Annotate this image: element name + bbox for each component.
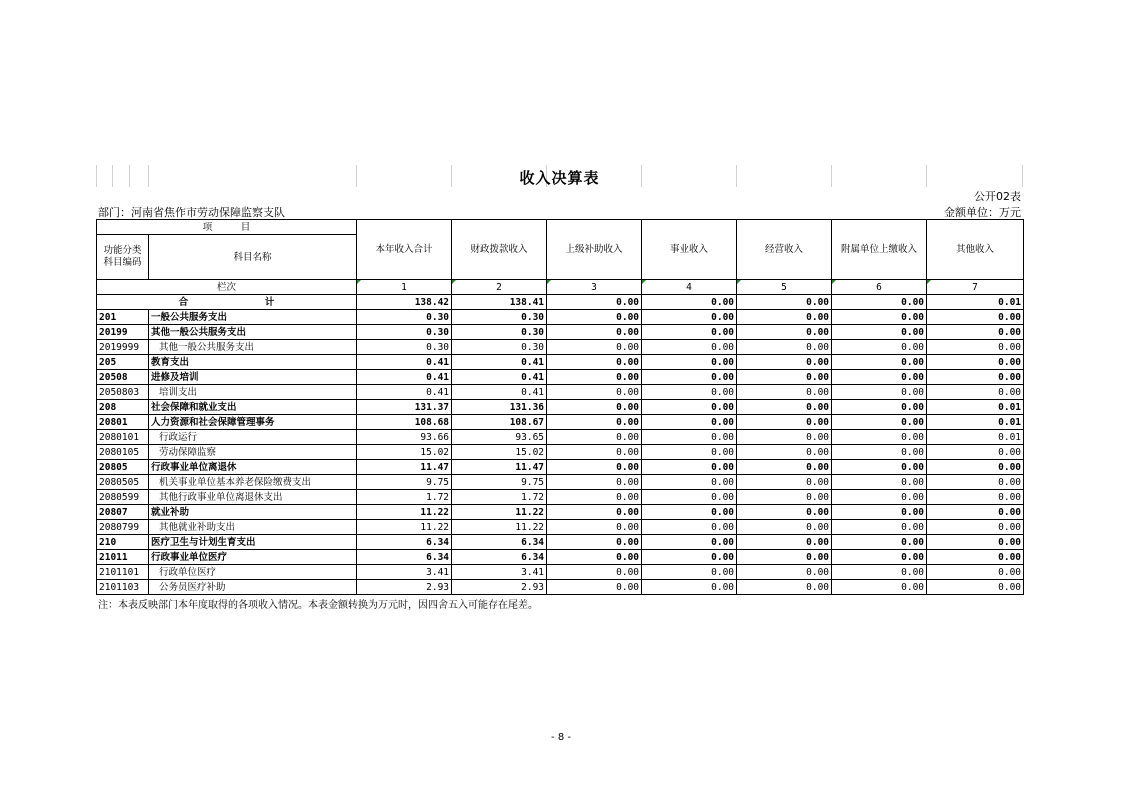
row-value-6: 0.00 bbox=[832, 445, 927, 460]
table-row bbox=[97, 565, 1024, 580]
row-value-5: 0.00 bbox=[737, 580, 832, 595]
table-row bbox=[97, 475, 1024, 490]
row-value-4: 0.00 bbox=[642, 355, 737, 370]
row-code: 20199 bbox=[97, 325, 149, 340]
row-value-7: 0.00 bbox=[927, 475, 1024, 490]
row-value-6: 0.00 bbox=[832, 370, 927, 385]
table-row bbox=[97, 460, 1024, 475]
row-value-2: 0.30 bbox=[452, 325, 547, 340]
row-code: 20508 bbox=[97, 370, 149, 385]
row-value-6: 0.00 bbox=[832, 550, 927, 565]
row-value-4: 0.00 bbox=[642, 385, 737, 400]
col-num-3: 3 bbox=[547, 280, 642, 295]
row-value-1: 93.66 bbox=[357, 430, 452, 445]
row-value-2: 15.02 bbox=[452, 445, 547, 460]
row-value-4: 0.00 bbox=[642, 400, 737, 415]
row-value-3: 0.00 bbox=[547, 535, 642, 550]
row-value-3: 0.00 bbox=[547, 430, 642, 445]
row-code: 20801 bbox=[97, 415, 149, 430]
row-subject-name: 行政单位医疗 bbox=[149, 565, 357, 580]
row-value-7: 0.01 bbox=[927, 415, 1024, 430]
col-header-3: 上级补助收入 bbox=[547, 220, 642, 280]
row-value-3: 0.00 bbox=[547, 520, 642, 535]
col-num-5: 5 bbox=[737, 280, 832, 295]
row-value-5: 0.00 bbox=[737, 475, 832, 490]
item-header: 项 目 bbox=[97, 220, 357, 235]
row-value-5: 0.00 bbox=[737, 430, 832, 445]
col-header-6: 附属单位上缴收入 bbox=[832, 220, 927, 280]
row-value-6: 0.00 bbox=[832, 490, 927, 505]
total-row bbox=[97, 295, 1024, 310]
row-value-1: 11.22 bbox=[357, 505, 452, 520]
row-value-2: 0.30 bbox=[452, 340, 547, 355]
row-subject-name: 机关事业单位基本养老保险缴费支出 bbox=[149, 475, 357, 490]
row-value-1: 11.22 bbox=[357, 520, 452, 535]
row-code: 2080599 bbox=[97, 490, 149, 505]
row-value-3: 0.00 bbox=[547, 400, 642, 415]
row-subject-name: 就业补助 bbox=[149, 505, 357, 520]
row-code: 2080505 bbox=[97, 475, 149, 490]
row-code: 21011 bbox=[97, 550, 149, 565]
row-value-5: 0.00 bbox=[737, 415, 832, 430]
form-number-row bbox=[96, 187, 1023, 203]
header-row-item bbox=[97, 220, 1024, 235]
row-value-1: 0.30 bbox=[357, 310, 452, 325]
row-value-4: 0.00 bbox=[642, 430, 737, 445]
form-number: 公开02表 bbox=[974, 190, 1021, 203]
row-code: 2080799 bbox=[97, 520, 149, 535]
row-value-3: 0.00 bbox=[547, 505, 642, 520]
title-row bbox=[96, 165, 1023, 187]
income-statement-sheet bbox=[96, 165, 1023, 611]
row-value-2: 2.93 bbox=[452, 580, 547, 595]
row-value-3: 0.00 bbox=[547, 565, 642, 580]
row-value-5: 0.00 bbox=[737, 520, 832, 535]
table-row bbox=[97, 520, 1024, 535]
row-value-3: 0.00 bbox=[547, 340, 642, 355]
total-value-1: 138.42 bbox=[357, 295, 452, 310]
row-code: 210 bbox=[97, 535, 149, 550]
row-value-5: 0.00 bbox=[737, 460, 832, 475]
row-value-3: 0.00 bbox=[547, 415, 642, 430]
table-row bbox=[97, 580, 1024, 595]
row-value-7: 0.00 bbox=[927, 490, 1024, 505]
row-value-4: 0.00 bbox=[642, 565, 737, 580]
row-value-1: 0.41 bbox=[357, 385, 452, 400]
col-header-7: 其他收入 bbox=[927, 220, 1024, 280]
row-value-2: 0.41 bbox=[452, 370, 547, 385]
table-row bbox=[97, 430, 1024, 445]
row-value-5: 0.00 bbox=[737, 385, 832, 400]
row-value-4: 0.00 bbox=[642, 490, 737, 505]
table-row bbox=[97, 490, 1024, 505]
row-subject-name: 教育支出 bbox=[149, 355, 357, 370]
row-value-2: 11.47 bbox=[452, 460, 547, 475]
row-value-6: 0.00 bbox=[832, 580, 927, 595]
row-value-5: 0.00 bbox=[737, 325, 832, 340]
row-subject-name: 医疗卫生与计划生育支出 bbox=[149, 535, 357, 550]
row-value-2: 108.67 bbox=[452, 415, 547, 430]
row-value-3: 0.00 bbox=[547, 550, 642, 565]
row-value-6: 0.00 bbox=[832, 520, 927, 535]
row-value-1: 0.30 bbox=[357, 325, 452, 340]
row-value-1: 1.72 bbox=[357, 490, 452, 505]
row-subject-name: 一般公共服务支出 bbox=[149, 310, 357, 325]
subject-name-header: 科目名称 bbox=[149, 235, 357, 280]
row-subject-name: 其他行政事业单位离退休支出 bbox=[149, 490, 357, 505]
row-value-7: 0.00 bbox=[927, 565, 1024, 580]
row-code: 2019999 bbox=[97, 340, 149, 355]
row-value-3: 0.00 bbox=[547, 475, 642, 490]
row-code: 2080105 bbox=[97, 445, 149, 460]
func-code-header bbox=[97, 235, 149, 280]
row-value-7: 0.00 bbox=[927, 325, 1024, 340]
table-row bbox=[97, 340, 1024, 355]
row-value-6: 0.00 bbox=[832, 340, 927, 355]
col-num-4: 4 bbox=[642, 280, 737, 295]
total-value-5: 0.00 bbox=[737, 295, 832, 310]
row-value-7: 0.00 bbox=[927, 505, 1024, 520]
row-value-5: 0.00 bbox=[737, 490, 832, 505]
row-value-5: 0.00 bbox=[737, 370, 832, 385]
row-value-7: 0.00 bbox=[927, 460, 1024, 475]
row-value-2: 6.34 bbox=[452, 535, 547, 550]
row-value-1: 0.41 bbox=[357, 355, 452, 370]
row-value-6: 0.00 bbox=[832, 415, 927, 430]
row-subject-name: 其他一般公共服务支出 bbox=[149, 340, 357, 355]
row-value-3: 0.00 bbox=[547, 310, 642, 325]
unit-label: 金额单位：万元 bbox=[944, 206, 1021, 219]
row-value-1: 9.75 bbox=[357, 475, 452, 490]
row-value-6: 0.00 bbox=[832, 355, 927, 370]
row-value-7: 0.01 bbox=[927, 430, 1024, 445]
lanci-label: 栏次 bbox=[97, 280, 357, 295]
row-code: 2080101 bbox=[97, 430, 149, 445]
row-value-4: 0.00 bbox=[642, 580, 737, 595]
row-value-1: 6.34 bbox=[357, 535, 452, 550]
row-value-7: 0.00 bbox=[927, 340, 1024, 355]
row-subject-name: 其他就业补助支出 bbox=[149, 520, 357, 535]
row-value-3: 0.00 bbox=[547, 325, 642, 340]
row-value-6: 0.00 bbox=[832, 475, 927, 490]
row-value-5: 0.00 bbox=[737, 400, 832, 415]
row-value-5: 0.00 bbox=[737, 550, 832, 565]
row-value-5: 0.00 bbox=[737, 310, 832, 325]
row-value-6: 0.00 bbox=[832, 430, 927, 445]
row-value-5: 0.00 bbox=[737, 445, 832, 460]
table-row bbox=[97, 370, 1024, 385]
row-value-3: 0.00 bbox=[547, 370, 642, 385]
row-value-7: 0.00 bbox=[927, 310, 1024, 325]
table-row bbox=[97, 400, 1024, 415]
page-number: - 8 - bbox=[551, 732, 571, 743]
row-value-1: 15.02 bbox=[357, 445, 452, 460]
total-label bbox=[97, 295, 357, 310]
row-value-7: 0.00 bbox=[927, 385, 1024, 400]
row-subject-name: 行政运行 bbox=[149, 430, 357, 445]
row-value-1: 131.37 bbox=[357, 400, 452, 415]
row-value-4: 0.00 bbox=[642, 505, 737, 520]
row-code: 205 bbox=[97, 355, 149, 370]
row-value-7: 0.00 bbox=[927, 520, 1024, 535]
row-value-3: 0.00 bbox=[547, 445, 642, 460]
row-value-2: 0.41 bbox=[452, 355, 547, 370]
row-value-5: 0.00 bbox=[737, 340, 832, 355]
row-subject-name: 其他一般公共服务支出 bbox=[149, 325, 357, 340]
row-value-4: 0.00 bbox=[642, 415, 737, 430]
row-value-7: 0.00 bbox=[927, 535, 1024, 550]
row-value-4: 0.00 bbox=[642, 325, 737, 340]
col-header-4: 事业收入 bbox=[642, 220, 737, 280]
row-subject-name: 行政事业单位医疗 bbox=[149, 550, 357, 565]
table-row bbox=[97, 355, 1024, 370]
row-code: 201 bbox=[97, 310, 149, 325]
row-value-2: 11.22 bbox=[452, 505, 547, 520]
row-value-2: 0.30 bbox=[452, 310, 547, 325]
col-header-2: 财政拨款收入 bbox=[452, 220, 547, 280]
col-header-1: 本年收入合计 bbox=[357, 220, 452, 280]
col-num-7: 7 bbox=[927, 280, 1024, 295]
row-subject-name: 公务员医疗补助 bbox=[149, 580, 357, 595]
total-value-2: 138.41 bbox=[452, 295, 547, 310]
row-code: 208 bbox=[97, 400, 149, 415]
row-value-4: 0.00 bbox=[642, 550, 737, 565]
table-row bbox=[97, 310, 1024, 325]
col-num-6: 6 bbox=[832, 280, 927, 295]
row-value-2: 11.22 bbox=[452, 520, 547, 535]
row-value-5: 0.00 bbox=[737, 355, 832, 370]
row-value-5: 0.00 bbox=[737, 565, 832, 580]
row-value-6: 0.00 bbox=[832, 565, 927, 580]
row-value-7: 0.00 bbox=[927, 370, 1024, 385]
department-row bbox=[96, 203, 1023, 219]
row-subject-name: 进修及培训 bbox=[149, 370, 357, 385]
col-header-5: 经营收入 bbox=[737, 220, 832, 280]
row-value-7: 0.01 bbox=[927, 400, 1024, 415]
row-subject-name: 劳动保障监察 bbox=[149, 445, 357, 460]
table-row bbox=[97, 325, 1024, 340]
row-value-4: 0.00 bbox=[642, 520, 737, 535]
row-value-4: 0.00 bbox=[642, 535, 737, 550]
col-num-2: 2 bbox=[452, 280, 547, 295]
row-value-4: 0.00 bbox=[642, 310, 737, 325]
row-value-6: 0.00 bbox=[832, 385, 927, 400]
row-subject-name: 人力资源和社会保障管理事务 bbox=[149, 415, 357, 430]
total-value-3: 0.00 bbox=[547, 295, 642, 310]
row-value-6: 0.00 bbox=[832, 325, 927, 340]
row-value-3: 0.00 bbox=[547, 490, 642, 505]
row-value-6: 0.00 bbox=[832, 460, 927, 475]
row-value-4: 0.00 bbox=[642, 445, 737, 460]
row-value-4: 0.00 bbox=[642, 370, 737, 385]
row-value-5: 0.00 bbox=[737, 505, 832, 520]
table-note: 注：本表反映部门本年度取得的各项收入情况。本表金额转换为万元时，因四舍五入可能存在尾差。 bbox=[98, 600, 538, 611]
table-row bbox=[97, 445, 1024, 460]
row-value-1: 108.68 bbox=[357, 415, 452, 430]
total-value-6: 0.00 bbox=[832, 295, 927, 310]
total-value-4: 0.00 bbox=[642, 295, 737, 310]
row-value-6: 0.00 bbox=[832, 535, 927, 550]
row-value-2: 9.75 bbox=[452, 475, 547, 490]
row-value-4: 0.00 bbox=[642, 475, 737, 490]
row-value-2: 3.41 bbox=[452, 565, 547, 580]
row-subject-name: 社会保障和就业支出 bbox=[149, 400, 357, 415]
department-label: 部门：河南省焦作市劳动保障监察支队 bbox=[98, 206, 285, 219]
row-value-3: 0.00 bbox=[547, 460, 642, 475]
row-value-7: 0.00 bbox=[927, 550, 1024, 565]
row-value-7: 0.00 bbox=[927, 580, 1024, 595]
row-value-1: 11.47 bbox=[357, 460, 452, 475]
row-value-2: 93.65 bbox=[452, 430, 547, 445]
row-code: 2101103 bbox=[97, 580, 149, 595]
row-value-6: 0.00 bbox=[832, 505, 927, 520]
row-value-1: 2.93 bbox=[357, 580, 452, 595]
row-value-1: 0.41 bbox=[357, 370, 452, 385]
row-value-5: 0.00 bbox=[737, 535, 832, 550]
page-title: 收入决算表 bbox=[519, 169, 600, 187]
row-value-6: 0.00 bbox=[832, 310, 927, 325]
row-value-4: 0.00 bbox=[642, 460, 737, 475]
total-label-b: 计 bbox=[264, 296, 275, 308]
row-code: 20807 bbox=[97, 505, 149, 520]
row-value-3: 0.00 bbox=[547, 580, 642, 595]
row-value-3: 0.00 bbox=[547, 355, 642, 370]
func-code-header-line2: 科目编码 bbox=[103, 257, 142, 268]
total-value-7: 0.01 bbox=[927, 295, 1024, 310]
row-value-2: 131.36 bbox=[452, 400, 547, 415]
row-code: 2101101 bbox=[97, 565, 149, 580]
total-label-a: 合 bbox=[178, 296, 189, 308]
row-value-7: 0.00 bbox=[927, 355, 1024, 370]
row-value-6: 0.00 bbox=[832, 400, 927, 415]
row-value-1: 0.30 bbox=[357, 340, 452, 355]
table-row bbox=[97, 535, 1024, 550]
table-row bbox=[97, 385, 1024, 400]
row-value-2: 1.72 bbox=[452, 490, 547, 505]
column-number-row bbox=[97, 280, 1024, 295]
row-value-2: 0.41 bbox=[452, 385, 547, 400]
row-value-1: 6.34 bbox=[357, 550, 452, 565]
row-value-2: 6.34 bbox=[452, 550, 547, 565]
table-row bbox=[97, 550, 1024, 565]
row-subject-name: 行政事业单位离退休 bbox=[149, 460, 357, 475]
row-code: 2050803 bbox=[97, 385, 149, 400]
table-row bbox=[97, 505, 1024, 520]
row-value-3: 0.00 bbox=[547, 385, 642, 400]
row-subject-name: 培训支出 bbox=[149, 385, 357, 400]
func-code-header-line1: 功能分类 bbox=[103, 245, 142, 256]
table-row bbox=[97, 415, 1024, 430]
col-num-1: 1 bbox=[357, 280, 452, 295]
row-value-1: 3.41 bbox=[357, 565, 452, 580]
row-value-7: 0.00 bbox=[927, 445, 1024, 460]
row-value-4: 0.00 bbox=[642, 340, 737, 355]
income-table bbox=[96, 219, 1024, 595]
row-code: 20805 bbox=[97, 460, 149, 475]
